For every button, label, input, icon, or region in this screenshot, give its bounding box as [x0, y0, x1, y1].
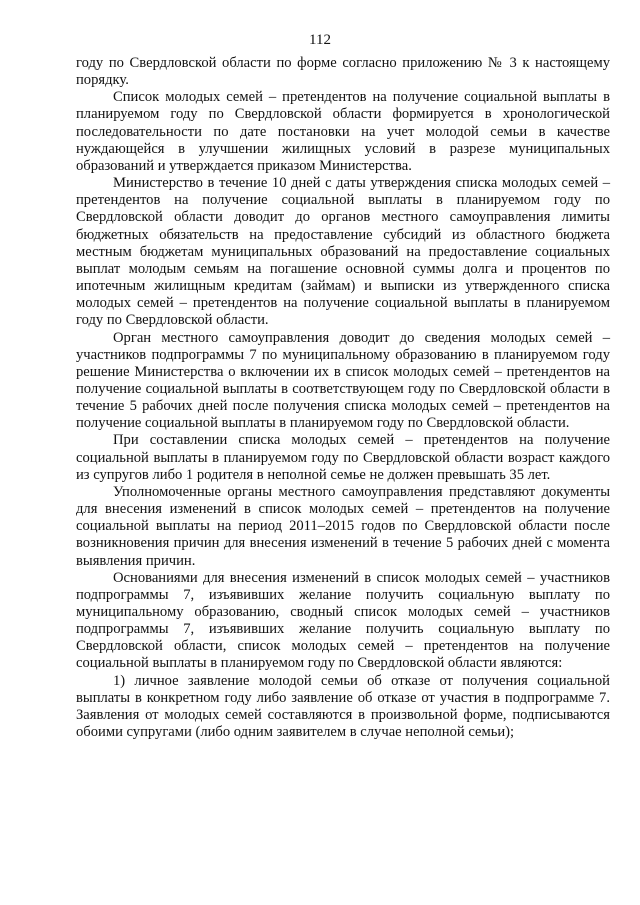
paragraph-continuation: году по Свердловской области по форме согласно приложению № 3 к настоящему порядку.	[76, 55, 610, 89]
paragraph-local-authority-notice: Орган местного самоуправления доводит до сведения молодых семей – участников подпрограммы 7 по муниципальному образованию в планируемом году решение Министерства о включении их в список молодых семей – претендентов на получение социальной выплаты в соответствующем году по Свердловской области в течение 5 рабочих дней после получения списка молодых семей – претендентов на получение социальной выплаты в планируемом году по Свердловской области.	[76, 329, 610, 432]
paragraph-family-list-formation: Список молодых семей – претендентов на получение социальной выплаты в планируемом году по Свердловской области формируется в хронологической последовательности по дате постановки на учет молодой семьи в качестве нуждающейся в улучшении жилищных условий в разрезе муниципальных образований и утверждается приказом Министерства.	[76, 89, 610, 174]
page-number: 112	[309, 32, 331, 48]
paragraph-grounds-for-changes: Основаниями для внесения изменений в список молодых семей – участников подпрограммы 7, изъявивших желание получить социальную выплату по муниципальному образованию, сводный список молодых семей – участников подпрограммы 7, изъявивших желание получить социальную выплату по Свердловской области, список молодых семей – претендентов на получение социальной выплаты в планируемом году по Свердловской области являются:	[76, 569, 610, 672]
document-body	[76, 55, 610, 741]
paragraph-ministry-limits: Министерство в течение 10 дней с даты утверждения списка молодых семей – претендентов на получение социальной выплаты в планируемом году по Свердловской области доводит до органов местного самоуправления лимиты бюджетных обязательств на предоставление субсидий из областного бюджета местным бюджетам муниципальных образований на предоставление социальных выплат молодым семьям на погашение основной суммы долга и процентов по ипотечным жилищным кредитам (займам) и выписки из утвержденного списка молодых семей – претендентов на получение социальной выплаты в планируемом году по Свердловской области.	[76, 175, 610, 329]
paragraph-list-changes-documents: Уполномоченные органы местного самоуправления представляют документы для внесения изменений в список молодых семей – претендентов на получение социальной выплаты на период 2011–2015 годов по Свердловской области после возникновения причин для внесения изменений в течение 5 рабочих дней с момента выявления причин.	[76, 483, 610, 569]
paragraph-age-limit: При составлении списка молодых семей – претендентов на получение социальной выплаты в планируемом году по Свердловской области возраст каждого из супругов либо 1 родителя в неполной семье не должен превышать 35 лет.	[76, 432, 610, 483]
paragraph-item-1: 1) личное заявление молодой семьи об отказе от получения социальной выплаты в конкретном году либо заявление об отказе от участия в подпрограмме 7. Заявления от молодых семей составляются в произвольной форме, подписываются обоими супругами (либо одним заявителем в случае неполной семьи);	[76, 672, 610, 741]
